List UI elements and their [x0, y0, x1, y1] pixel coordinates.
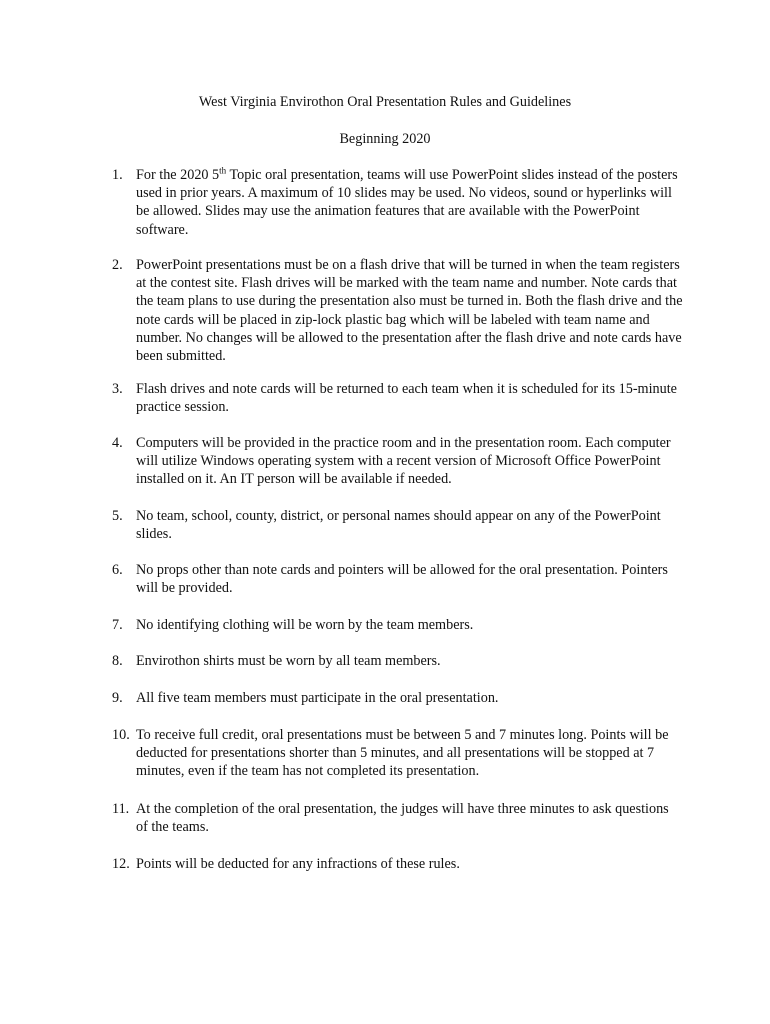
rule-number: 8. — [112, 653, 123, 669]
rule-text: No team, school, county, district, or personal names should appear on any of the PowerPoint slides. — [136, 508, 661, 543]
rule-text: Points will be deducted for any infractions of these rules. — [136, 856, 460, 872]
rule-number: 2. — [112, 257, 123, 273]
rule-item-12 — [112, 855, 684, 873]
rule-number: 10. — [112, 727, 130, 743]
rule-text: Envirothon shirts must be worn by all team members. — [136, 653, 441, 669]
rule-text: Flash drives and note cards will be returned to each team when it is scheduled for its 15-minute practice session. — [136, 381, 677, 416]
rule-item-6 — [112, 561, 684, 597]
rule-text-superscript: th — [219, 165, 227, 176]
rule-text: All five team members must participate in the oral presentation. — [136, 690, 499, 706]
rule-item-8 — [112, 652, 684, 670]
rule-item-2 — [112, 256, 684, 365]
rule-item-10 — [112, 726, 684, 781]
rule-text: To receive full credit, oral presentations must be between 5 and 7 minutes long. Points will be deducted for presentations shorter than 5 minutes, and all presentations will be stopped at 7 minutes, even if the team has not completed its presentation. — [136, 727, 669, 780]
rule-item-5 — [112, 507, 684, 543]
rule-item-3 — [112, 380, 684, 416]
rule-number: 11. — [112, 801, 130, 817]
rule-number: 7. — [112, 617, 123, 633]
rule-text-after: Topic oral presentation, teams will use PowerPoint slides instead of the posters used in prior years. A maximum of 10 slides may be used. No videos, sound or hyperlinks will be allowed. Slides may use the animation features that are available with the PowerPoint software. — [136, 167, 678, 238]
rule-text: No props other than note cards and pointers will be allowed for the oral presentation. Pointers will be provided. — [136, 562, 668, 597]
rule-item-11 — [112, 800, 684, 836]
rule-number: 5. — [112, 508, 123, 524]
rule-number: 4. — [112, 435, 123, 451]
rule-item-7 — [112, 616, 684, 634]
rule-item-4 — [112, 434, 684, 489]
document-subtitle: Beginning 2020 — [339, 131, 431, 147]
rule-number: 9. — [112, 690, 123, 706]
rule-item-1 — [112, 166, 684, 239]
rule-text: PowerPoint presentations must be on a flash drive that will be turned in when the team registers at the contest site. Flash drives will be marked with the team name and number. Note cards that the team plans to use during the presentation also must be turned in. Both the flash drive and the note cards will be placed in zip-lock plastic bag which will be labeled with team name and number. No changes will be allowed to the presentation after the flash drive and note cards have been submitted. — [136, 257, 683, 365]
rule-text — [136, 166, 684, 239]
rule-number: 1. — [112, 167, 123, 183]
rule-text: No identifying clothing will be worn by the team members. — [136, 617, 474, 633]
rule-number: 12. — [112, 856, 130, 872]
rule-number: 3. — [112, 381, 123, 397]
rule-text: Computers will be provided in the practice room and in the presentation room. Each computer will utilize Windows operating system with a recent version of Microsoft Office PowerPoint installed on it. An IT person will be available if needed. — [136, 435, 671, 488]
rule-text-before: For the 2020 5 — [136, 167, 220, 183]
document-title: West Virginia Envirothon Oral Presentation Rules and Guidelines — [198, 94, 572, 110]
rule-item-9 — [112, 689, 684, 707]
rule-text: At the completion of the oral presentation, the judges will have three minutes to ask questions of the teams. — [136, 801, 669, 836]
rule-number: 6. — [112, 562, 123, 578]
